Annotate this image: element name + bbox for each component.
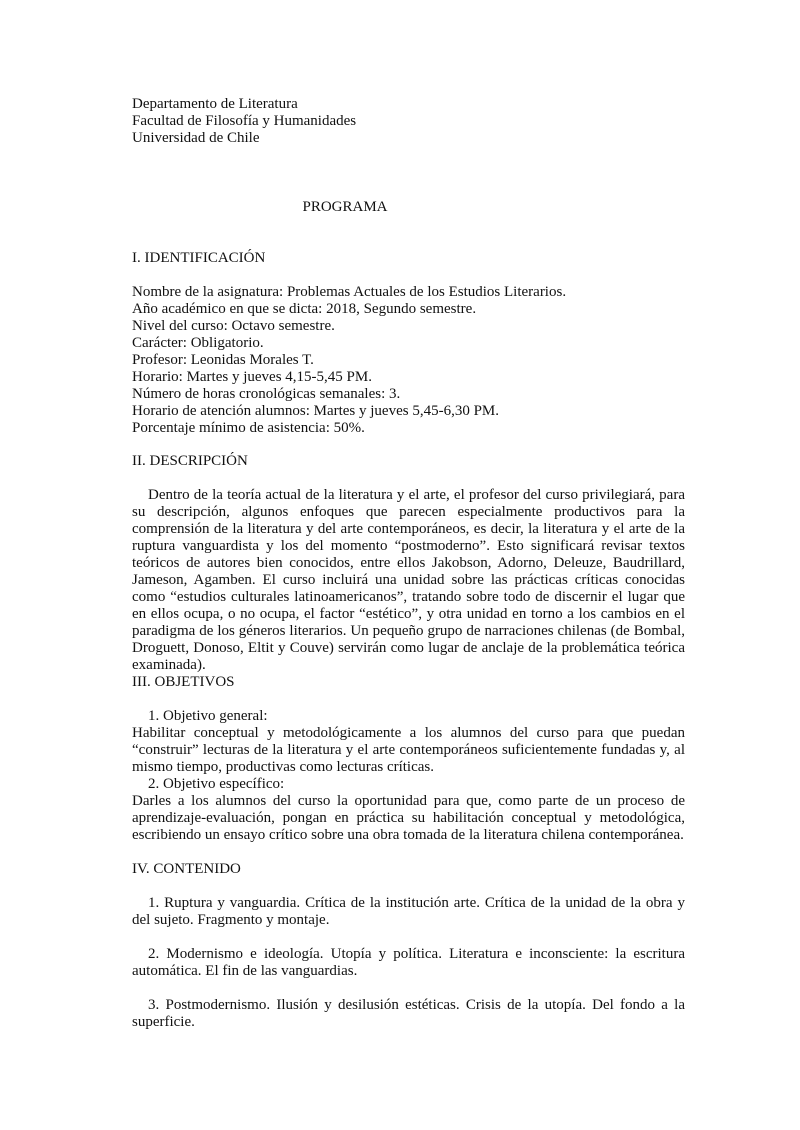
list-item: Horario de atención alumnos: Martes y jueves 5,45-6,30 PM. [132,403,500,419]
descripcion-paragraph: Dentro de la teoría actual de la literatura y el arte, el profesor del curso privilegiará, para su descripción, algunos enfoques que parecen especialmente productivos para la comprensión de la literatura y del arte contemporáneos, es decir, la literatura y el arte de la ruptura vanguardista y los del momento “postmoderno”. Esto significará revisar textos teóricos de autores bien conocidos, entre ellos Jakobson, Adorno, Deleuze, Baudrillard, Jameson, Agamben. El curso incluirá una unidad sobre las prácticas críticas conocidas como “estudios culturales latinoamericanos”, tratando sobre todo de discernir el lugar que en ellos ocupa, o no ocupa, el factor “estético”, y otra unidad en torno a los cambios en el paradigma de los géneros literarios. Un pequeño grupo de narraciones chilenas (de Bombal, Droguett, Donoso, Eltit y Couve) servirán como lugar de anclaje de la problemática teórica examinada). [132,487,685,673]
objetivo-general-text: Habilitar conceptual y metodológicamente a los alumnos del curso para que puedan “construir” lecturas de la literatura y el arte contemporáneos suficientemente fundadas y, al mismo tiempo, productivas como lecturas críticas. [132,725,685,775]
page-title: PROGRAMA [302,199,388,215]
contenido-item: 2. Modernismo e ideología. Utopía y política. Literatura e inconsciente: la escritura automática. El fin de las vanguardias. [132,946,685,979]
institution-header [132,96,685,147]
list-item: Profesor: Leonidas Morales T. [132,352,314,368]
objetivo-especifico-label: 2. Objetivo específico: [148,776,285,792]
objetivo-especifico-text: Darles a los alumnos del curso la oportunidad para que, como parte de un proceso de aprendizaje-evaluación, pongan en práctica su habilitación conceptual y metodológica, escribiendo un ensayo crítico sobre una obra tomada de la literatura chilena contemporánea. [132,793,685,843]
list-item: Nombre de la asignatura: Problemas Actuales de los Estudios Literarios. [132,284,567,300]
list-item: Número de horas cronológicas semanales: 3. [132,386,401,402]
section-identificacion-heading: I. IDENTIFICACIÓN [132,250,266,266]
identificacion-list [132,284,685,437]
header-faculty: Facultad de Filosofía y Humanidades [132,113,357,129]
section-objetivos-heading: III. OBJETIVOS [132,674,235,690]
list-item: Horario: Martes y jueves 4,15-5,45 PM. [132,369,372,385]
objetivo-general-label: 1. Objetivo general: [148,708,268,724]
header-university: Universidad de Chile [132,130,260,146]
contenido-item: 1. Ruptura y vanguardia. Crítica de la institución arte. Crítica de la unidad de la obra y del sujeto. Fragmento y montaje. [132,895,685,928]
header-department: Departamento de Literatura [132,96,298,112]
list-item: Porcentaje mínimo de asistencia: 50%. [132,420,365,436]
list-item: Año académico en que se dicta: 2018, Segundo semestre. [132,301,477,317]
section-contenido-heading: IV. CONTENIDO [132,861,241,877]
list-item: Carácter: Obligatorio. [132,335,264,351]
list-item: Nivel del curso: Octavo semestre. [132,318,335,334]
section-descripcion-heading: II. DESCRIPCIÓN [132,453,248,469]
contenido-item: 3. Postmodernismo. Ilusión y desilusión estéticas. Crisis de la utopía. Del fondo a la superficie. [132,997,685,1030]
